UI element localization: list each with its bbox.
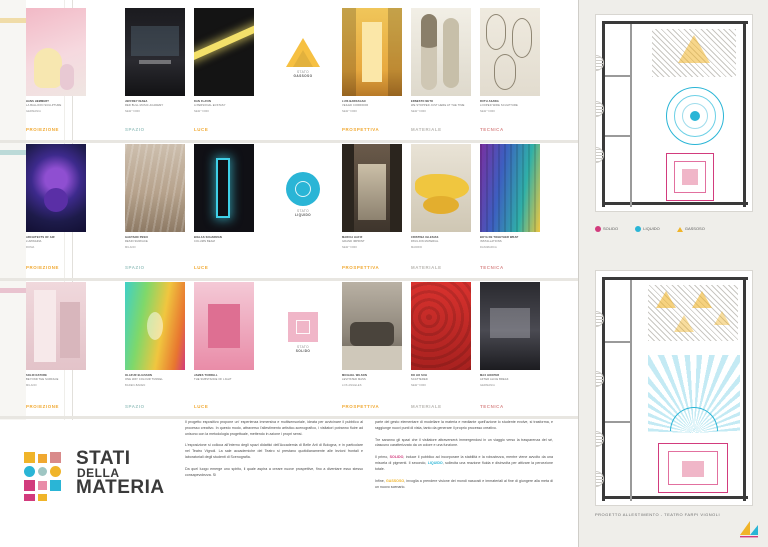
- project-thumbnail: [125, 282, 185, 370]
- project-card[interactable]: [411, 8, 471, 114]
- project-card[interactable]: [411, 144, 471, 250]
- row-gassoso: [26, 8, 566, 136]
- state-badge-solido: STATO SOLIDO: [274, 312, 332, 353]
- poster-right-column: [578, 0, 768, 547]
- description-column-right: [375, 420, 553, 496]
- project-thumbnail: [125, 8, 185, 96]
- title-line-2: DELLA: [77, 465, 120, 480]
- row-separator-1: [0, 140, 578, 143]
- paragraph: Da quel luogo emerge uno spirito, il quale aspira a creare nuove prospettive, fino a diventare esso stesso consapevolezza. Si: [185, 466, 363, 477]
- paragraph: Il progetto espositivo propone un' esperienza immersiva e multisensoriale, ideata per avvicinare il pubblico al processo creativo. In questo modo, attraverso l'allestimento artistico-scenografico, i visitatori potranno fluire ad unisono con la metodologia progettuale, mettendo in azione i propri sensi.: [185, 420, 363, 436]
- project-thumbnail: [342, 8, 402, 96]
- project-caption: DO HO SUH SCATTERED NEW YORK: [411, 374, 428, 387]
- project-caption: JEFFREY INABA RED BULL MUSIC ACADEMY NEW YORK: [125, 100, 164, 113]
- category-labels-row-2: PROIEZIONE SPAZIO LUCE PROSPETTIVA MATERIALE TECNICA: [26, 265, 504, 270]
- project-caption: MICHAEL WILSON LEVITATED MASS LOS ANGELES: [342, 374, 367, 387]
- project-caption: HANS HEMMERT LA BALLOON SCULPTURE GERMANIA: [26, 100, 62, 113]
- project-card[interactable]: [194, 8, 254, 114]
- row-liquido: [26, 144, 566, 272]
- legend-item-solido: SOLIDO: [595, 226, 626, 232]
- row-liquido-cards: [26, 144, 566, 272]
- stripe-top-yellow: [0, 18, 26, 23]
- project-thumbnail: [194, 282, 254, 370]
- project-caption: JAMES TURRELL THE SUBSTANCE OF LIGHT: [194, 374, 232, 381]
- project-caption: OLAFUR ELIASSON ONE WAY COLOUR TUNNEL BADEN-BADEN: [125, 374, 163, 387]
- category-labels-row-3: PROIEZIONE SPAZIO LUCE PROSPETTIVA MATERIALE TECNICA: [26, 404, 504, 409]
- project-caption: ARCHITECTS OF AIR LUMINARIA ROMA: [26, 236, 55, 249]
- paragraph: L'esposizione si colloca all'interno degli spazi didattici dell'Accademia di Belle Arti di Bologna, e in particolare nel Teatro Vignoli. La sale accademiche del Teatro si prestano quotidianamente alle lezioni frontali e laboratoriali degli studenti di Scenografia.: [185, 443, 363, 460]
- project-card[interactable]: [26, 282, 86, 388]
- project-thumbnail: [26, 282, 86, 370]
- description-text-block: [185, 420, 567, 496]
- project-card[interactable]: [480, 8, 540, 114]
- project-card[interactable]: [26, 144, 86, 250]
- project-caption: ERNESTO NETO WE STOPPED JUST HERE AT THE TIME NEW YORK: [411, 100, 465, 113]
- project-card[interactable]: [342, 8, 402, 114]
- row-separator-2: [0, 278, 578, 281]
- legend-item-gassoso: GASSOSO: [677, 226, 713, 231]
- project-card[interactable]: [342, 144, 402, 250]
- paragraph: parte del gesto elementare di modellare la materia e mediante quell'azione lo studente evolve, si trasforma, e raggiunge nuovi punti di vista, tanto da generare il proprio processo creativo.: [375, 420, 553, 430]
- project-caption: RUTH ASAWA LOOPED WIRE SCULPTURE NEW YORK: [480, 100, 518, 113]
- stripe-bottom-pink: [0, 288, 26, 293]
- project-card[interactable]: [194, 282, 254, 384]
- project-caption: SOLID NATURE BEYOND THE SURFACE MILANO: [26, 374, 59, 387]
- project-card[interactable]: [125, 8, 185, 114]
- project-thumbnail: [480, 282, 540, 370]
- paragraph: Infine, GASSOSO, invoglia a prendere visione dei mondi nascosti e immateriali al fine di giungere alla meta di un nuovo scenario.: [375, 478, 553, 489]
- project-caption: MAX HOOPER AFTER ALICE BREAK GERMANIA: [480, 374, 509, 387]
- logo-icon: [24, 452, 66, 502]
- floor-plan-lower[interactable]: [595, 270, 753, 506]
- project-thumbnail: [194, 144, 254, 232]
- project-caption: DAN FLAVIN A PERSONAL ECSTASY NEW YORK: [194, 100, 226, 113]
- plan-caption: PROGETTO ALLESTIMENTO - TEATRO FARPI VIGNOLI: [595, 512, 721, 517]
- project-thumbnail: [26, 8, 86, 96]
- row-separator-3: [0, 416, 578, 419]
- project-thumbnail: [194, 8, 254, 96]
- project-caption: LUIS BARRAGAN VEILED CORRIDOR NEW YORK: [342, 100, 369, 113]
- poster-title: [76, 450, 165, 497]
- project-caption: GAETANO PESCI RESIN SURFACE MILANO: [125, 236, 149, 249]
- square-icon: [288, 312, 318, 342]
- project-card[interactable]: [480, 144, 540, 250]
- project-card[interactable]: [480, 282, 540, 388]
- row-gassoso-cards: [26, 8, 566, 136]
- project-card[interactable]: [125, 144, 185, 250]
- project-thumbnail: [26, 144, 86, 232]
- triangle-icon: [286, 38, 320, 67]
- project-thumbnail: [411, 282, 471, 370]
- left-margin-band: [0, 0, 26, 420]
- category-labels-row-1: PROIEZIONE SPAZIO LUCE PROSPETTIVA MATERIALE TECNICA: [26, 127, 504, 132]
- title-line-1: STATI: [76, 448, 131, 469]
- project-thumbnail: [125, 144, 185, 232]
- state-badge-gassoso: STATO GASSOSO: [274, 38, 332, 78]
- state-badge-liquido: STATO LIQUIDO: [274, 172, 332, 217]
- project-caption: BIGLAS SCHARMAN COLUMN BEAM: [194, 236, 222, 243]
- project-thumbnail: [480, 8, 540, 96]
- project-thumbnail: [411, 8, 471, 96]
- title-line-3: MATERIA: [76, 477, 165, 499]
- description-column-left: [185, 420, 363, 485]
- row-solido: [26, 282, 566, 410]
- project-card[interactable]: [125, 282, 185, 388]
- keyword-gassoso: GASSOSO: [386, 478, 405, 483]
- project-caption: MARCIA HAFIF GRAND IMPRINT NEW YORK: [342, 236, 365, 249]
- legend-item-liquido: LIQUIDO: [635, 226, 667, 232]
- keyword-liquido: LIQUIDO: [427, 461, 443, 466]
- brandmark-icon: [738, 519, 760, 539]
- keyword-solido: SOLIDO: [389, 455, 404, 460]
- project-card[interactable]: [194, 144, 254, 246]
- project-card[interactable]: [342, 282, 402, 388]
- project-thumbnail: [411, 144, 471, 232]
- project-thumbnail: [342, 282, 402, 370]
- project-card[interactable]: [411, 282, 471, 388]
- floor-plan-upper[interactable]: [595, 14, 753, 212]
- paragraph: Tre saranno gli spazi che il visitatore attraverserà immergendosi in un viaggio verso la trasparenza del sé, ciascuno caratterizzato da un colore e una funzione.: [375, 437, 553, 448]
- project-card[interactable]: [26, 8, 86, 114]
- circle-icon: [286, 172, 320, 206]
- stripe-mid-teal: [0, 150, 26, 155]
- project-caption: BOYA DE TOGETHER WRAP INSTALLATIONS DANIMARCA: [480, 236, 519, 249]
- project-thumbnail: [480, 144, 540, 232]
- row-solido-cards: [26, 282, 566, 410]
- plan-legend: [595, 226, 755, 232]
- project-caption: CRISTINA IGLESIAS PAVILION MATERIAL MADRID: [411, 236, 439, 249]
- paragraph: Il primo, SOLIDO, induce il pubblico ad incorporare la stabilità e la robustezza, mentre viene avvolto da una miscela di pigmenti. Il secondo, LIQUIDO, sollecita una reazione fluida e disinvolta per attivare la percezione totale.: [375, 455, 553, 471]
- plan-triangle-gassoso: [678, 35, 710, 63]
- project-thumbnail: [342, 144, 402, 232]
